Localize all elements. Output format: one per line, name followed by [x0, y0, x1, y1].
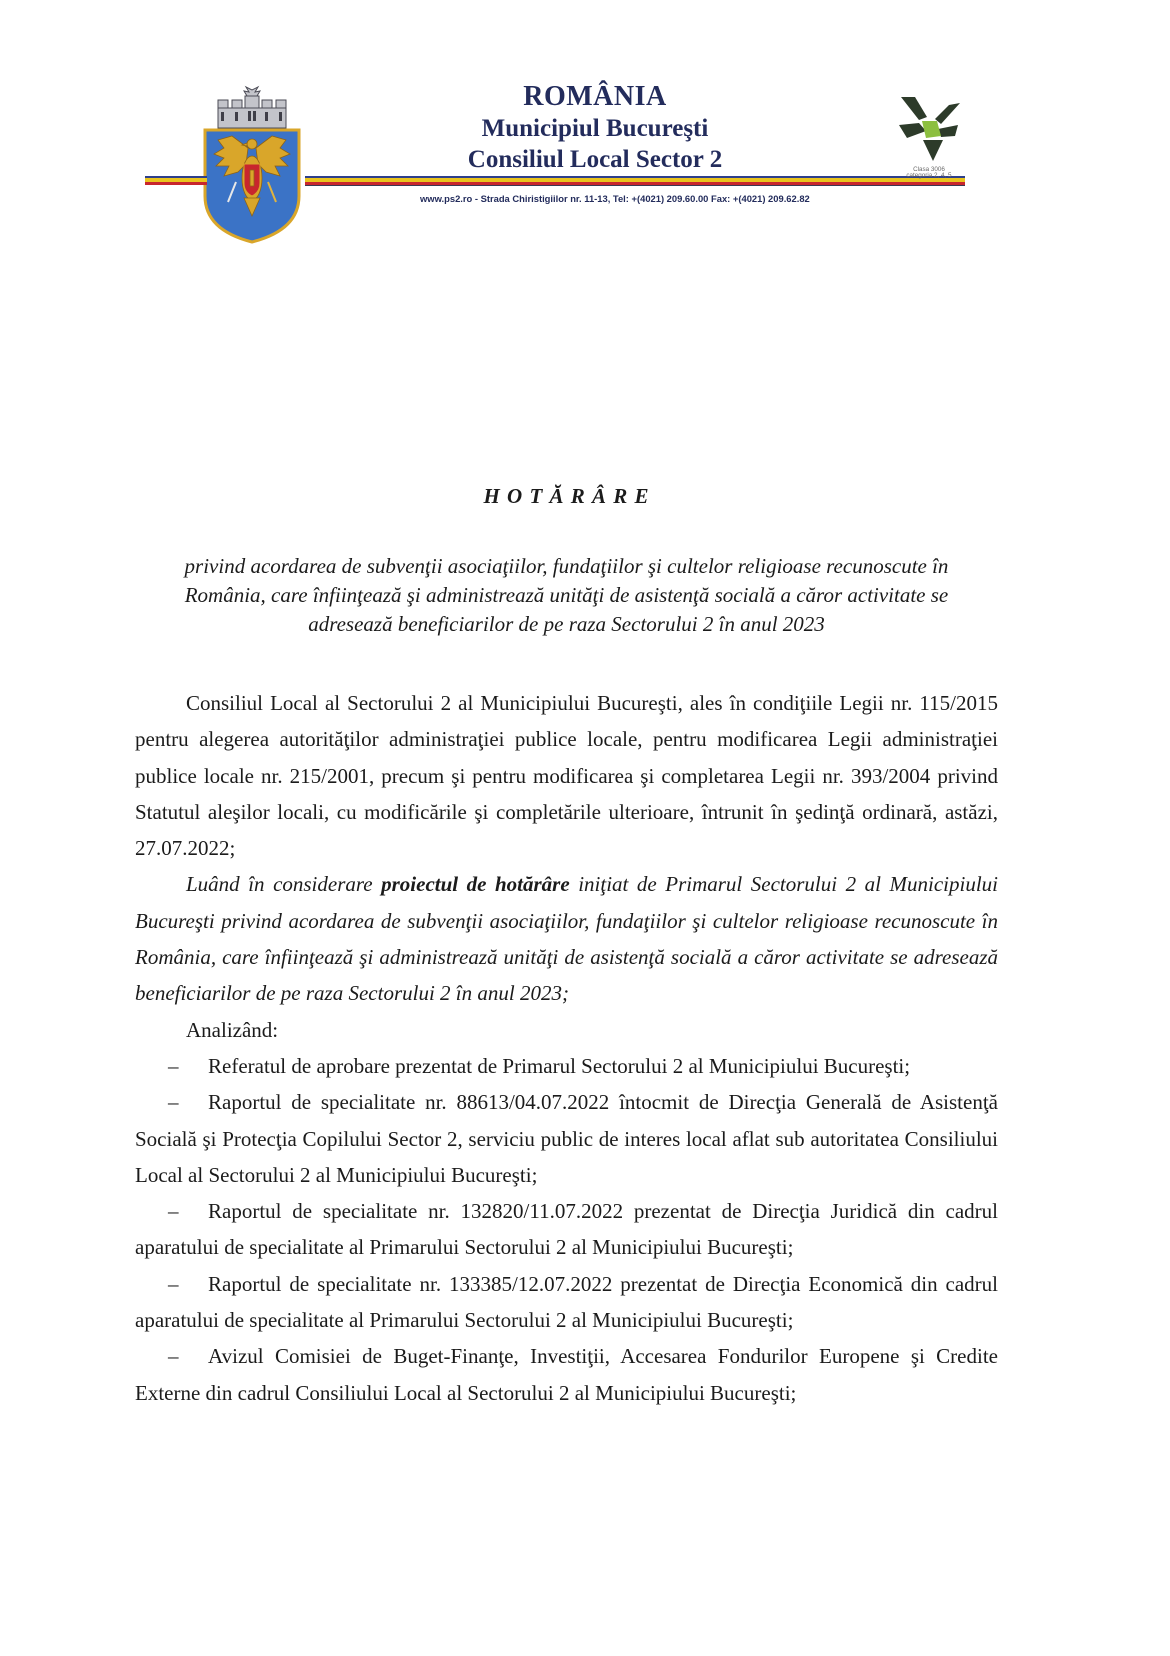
item-text: Referatul de aprobare prezentat de Primarul Sectorului 2 al Municipiului Bucureşti; [208, 1053, 911, 1078]
crown-tower [245, 96, 259, 108]
crown-tower [262, 100, 272, 108]
logo-center [922, 121, 941, 138]
analysis-item [135, 1084, 998, 1193]
logo-ray [899, 123, 926, 138]
crown-window [265, 112, 268, 121]
crown-window [221, 112, 224, 121]
tricolor-stripe-right [305, 176, 965, 186]
item-dash: – [168, 1053, 179, 1078]
considering-text-end: iniţiat de Primarul Sectorului 2 al Municipiului Bucureşti privind acordarea de subvenţii asociaţiilor, fundaţiilor şi cultelor religioase recunoscute în România, care înfiinţează şi administrează unităţi de asistenţă socială a căror activitate se adresează beneficiarilor de pe raza Sectorului 2 în anul 2023; [135, 872, 998, 1006]
crown-eagle-topper [244, 87, 260, 96]
crown-window [248, 111, 251, 121]
tricolor-stripe-left [145, 176, 207, 186]
crown-tower [232, 100, 242, 108]
crown-window [253, 111, 256, 121]
chest-figure [250, 170, 254, 186]
subtitle-line: România, care înfiinţează şi administrează unităţi de asistenţă socială a căror activitate se [184, 583, 949, 607]
logo-ray [923, 140, 943, 161]
crown-wall [218, 108, 286, 128]
paragraph-considering [135, 866, 998, 1011]
analysis-intro: Analizând: [186, 1017, 279, 1042]
item-text: Raportul de specialitate nr. 133385/12.07.2022 prezentat de Direcţia Economică din cadrul aparatului de specialitate al Primarului Sectorului 2 al Municipiului Bucureşti; [135, 1271, 998, 1333]
crown-window [279, 112, 282, 121]
document-subtitle [135, 552, 998, 639]
mural-crown [218, 87, 286, 128]
certification-logo [897, 95, 963, 163]
contact-line: www.ps2.ro - Strada Chiristigiilor nr. 11-13, Tel: +(4021) 209.60.00 Fax: +(4021) 209.62.82 [420, 193, 810, 204]
analysis-item [135, 1048, 998, 1084]
header-country: ROMÂNIA [523, 81, 667, 112]
subtitle-line: privind acordarea de subvenţii asociaţiilor, fundaţiilor şi cultelor religioase recunoscute în [184, 554, 949, 578]
considering-text-start: Luând în considerare [186, 872, 382, 897]
document-title: H O T Ă R Â R E [483, 484, 650, 508]
stripe-band-dark [305, 185, 965, 186]
logo-ray [935, 103, 960, 124]
coat-of-arms [202, 84, 302, 244]
logo-ray [938, 125, 958, 137]
crown-window [235, 112, 238, 121]
document-body [135, 685, 998, 1411]
analysis-item [135, 1266, 998, 1339]
item-dash: – [168, 1344, 179, 1369]
item-text: Raportul de specialitate nr. 88613/04.07.2022 întocmit de Direcţia Generală de Asistenţă Socială şi Protecţia Copilului Sector 2, serviciu public de interes local aflat sub autoritatea Consiliului Local al Sectorului 2 al Municipiului Bucureşti; [135, 1090, 998, 1187]
logo-ray [901, 97, 927, 120]
item-text: Raportul de specialitate nr. 132820/11.07.2022 prezentat de Direcţia Juridică din cadrul aparatului de specialitate al Primarului Sectorului 2 al Municipiului Bucureşti; [135, 1199, 998, 1260]
considering-bold-phrase: proiectul de hotărâre [381, 872, 570, 897]
certification-category: categoria 2, 4, 5 [906, 172, 952, 179]
item-text: Avizul Comisiei de Buget-Finanţe, Investiţii, Accesarea Fondurilor Europene şi Credite Externe din cadrul Consiliului Local al Sectorului 2 al Municipiului Bucureşti; [135, 1344, 998, 1405]
certification-class: Clasa 3006 [913, 166, 945, 173]
paragraph-council: Consiliul Local al Sectorului 2 al Municipiului Bucureşti, ales în condiţiile Legii nr. 115/2015 pentru alegerea autorităţilor administraţiei publice locale, pentru modificarea Legii administraţiei publice locale nr. 215/2001, precum şi pentru modificarea şi completarea Legii nr. 393/2004 privind Statutul aleşilor locali, cu modificările şi completările ulterioare, întrunit în şedinţă ordinară, astăzi, 27.07.2022; [135, 691, 998, 861]
header-council: Consiliul Local Sector 2 [467, 146, 723, 173]
crown-tower [276, 100, 286, 108]
item-dash: – [168, 1090, 179, 1115]
header-municipality: Municipiul Bucureşti [481, 115, 709, 142]
eagle-head [247, 139, 257, 149]
analysis-item [135, 1193, 998, 1266]
item-dash: – [168, 1271, 179, 1296]
item-dash: – [168, 1199, 179, 1224]
analysis-item [135, 1338, 998, 1411]
subtitle-line: adresează beneficiarilor de pe raza Sectorului 2 în anul 2023 [308, 612, 825, 636]
stripe-band-red [145, 182, 207, 185]
crown-tower [218, 100, 228, 108]
